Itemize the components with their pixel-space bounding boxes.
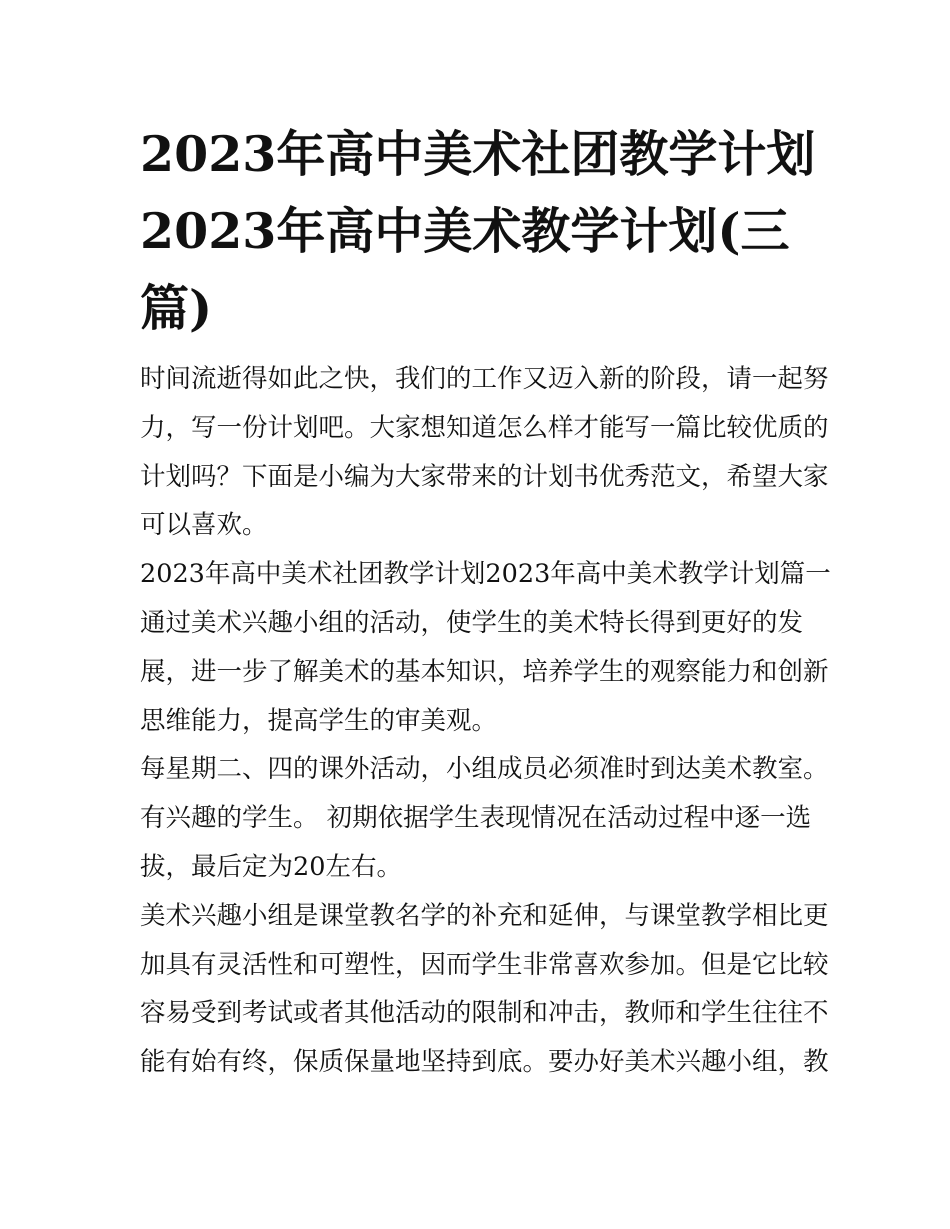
body-line: 拔，最后定为20左右。 bbox=[140, 851, 402, 882]
body-line: 通过美术兴趣小组的活动，使学生的美术特长得到更好的发 bbox=[140, 607, 804, 638]
title-line: 2023年高中美术教学计划(三 bbox=[140, 202, 790, 260]
body-line: 能有始有终，保质保量地坚持到底。要办好美术兴趣小组，教 bbox=[140, 1047, 829, 1078]
body-line: 加具有灵活性和可塑性，因而学生非常喜欢参加。但是它比较 bbox=[140, 949, 829, 980]
document-title bbox=[140, 116, 820, 347]
body-line: 2023年高中美术社团教学计划2023年高中美术教学计划篇一 bbox=[140, 559, 831, 590]
document-body bbox=[140, 355, 831, 1087]
body-line: 力，写一份计划吧。大家想知道怎么样才能写一篇比较优质的 bbox=[140, 412, 829, 443]
body-line: 可以喜欢。 bbox=[140, 510, 268, 541]
body-line: 展，进一步了解美术的基本知识，培养学生的观察能力和创新 bbox=[140, 656, 829, 687]
title-line: 篇) bbox=[140, 279, 213, 337]
body-line: 计划吗？下面是小编为大家带来的计划书优秀范文，希望大家 bbox=[140, 461, 829, 492]
title-line: 2023年高中美术社团教学计划 bbox=[140, 125, 816, 183]
body-line: 时间流逝得如此之快，我们的工作又迈入新的阶段，请一起努 bbox=[140, 364, 829, 394]
body-line: 每星期二、四的课外活动，小组成员必须准时到达美术教室。 bbox=[140, 754, 829, 785]
body-line: 有兴趣的学生。 初期依据学生表现情况在活动过程中逐一选 bbox=[140, 803, 812, 834]
body-line: 容易受到考试或者其他活动的限制和冲击，教师和学生往往不 bbox=[140, 998, 829, 1029]
body-line: 美术兴趣小组是课堂教名学的补充和延伸，与课堂教学相比更 bbox=[140, 900, 829, 931]
body-line: 思维能力，提高学生的审美观。 bbox=[140, 705, 498, 736]
